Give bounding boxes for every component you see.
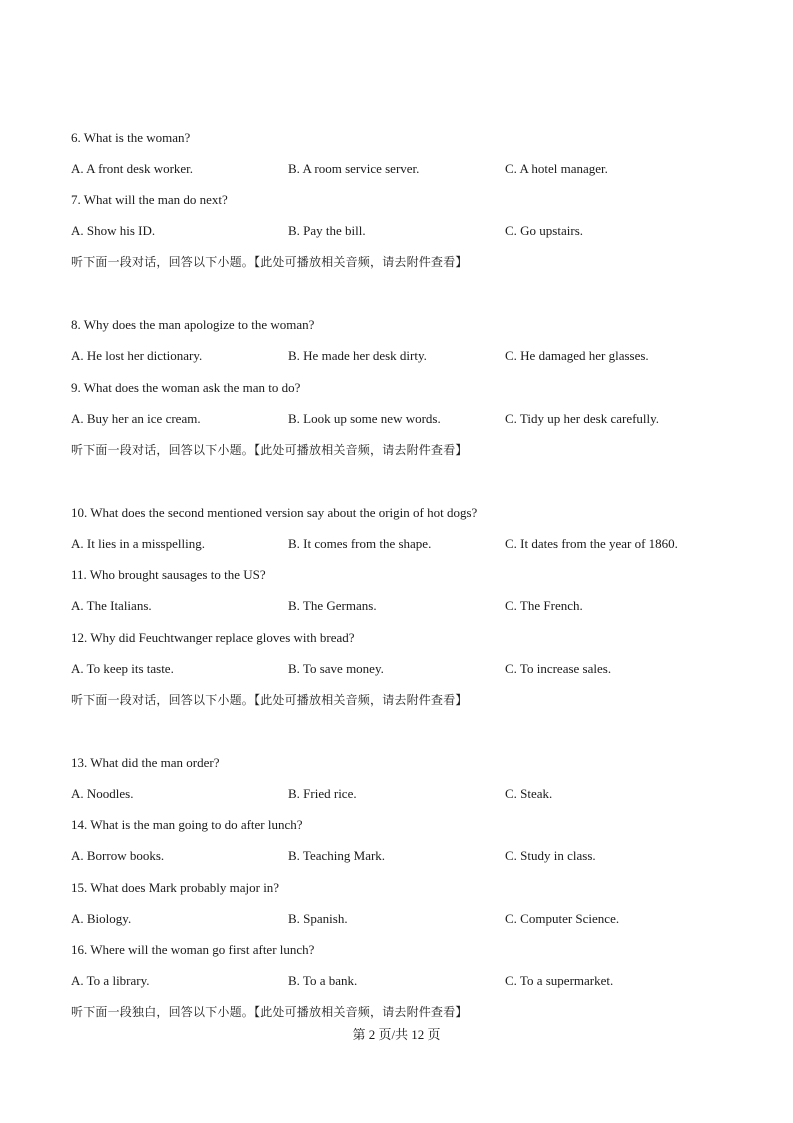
question-9: 9. What does the woman ask the man to do? xyxy=(71,380,301,395)
option-8c: C. He damaged her glasses. xyxy=(505,348,649,363)
option-9b: B. Look up some new words. xyxy=(288,411,441,426)
page-footer: 第 2 页/共 12 页 xyxy=(352,1027,441,1042)
option-16a: A. To a library. xyxy=(71,973,150,988)
question-12: 12. Why did Feuchtwanger replace gloves with bread? xyxy=(71,630,355,645)
question-14: 14. What is the man going to do after lunch? xyxy=(71,817,303,832)
option-8a: A. He lost her dictionary. xyxy=(71,348,203,363)
option-10b: B. It comes from the shape. xyxy=(288,536,432,551)
option-7a: A. Show his ID. xyxy=(71,223,156,238)
option-16b: B. To a bank. xyxy=(288,973,358,988)
option-7b: B. Pay the bill. xyxy=(288,223,366,238)
option-11a: A. The Italians. xyxy=(71,598,152,613)
option-8b: B. He made her desk dirty. xyxy=(288,348,427,363)
option-6a: A. A front desk worker. xyxy=(71,161,194,176)
instruction-monologue: 听下面一段独白，回答以下小题。【此处可播放相关音频，请去附件查看】 xyxy=(71,1005,468,1019)
option-13a: A. Noodles. xyxy=(71,786,134,801)
option-14b: B. Teaching Mark. xyxy=(288,848,386,863)
option-13b: B. Fried rice. xyxy=(288,786,357,801)
question-11: 11. Who brought sausages to the US? xyxy=(71,567,266,582)
option-6c: C. A hotel manager. xyxy=(505,161,608,176)
instruction-dialogue: 听下面一段对话，回答以下小题。【此处可播放相关音频，请去附件查看】 xyxy=(71,443,468,457)
option-12a: A. To keep its taste. xyxy=(71,661,174,676)
option-12b: B. To save money. xyxy=(288,661,384,676)
option-9a: A. Buy her an ice cream. xyxy=(71,411,201,426)
option-10a: A. It lies in a misspelling. xyxy=(71,536,205,551)
question-15: 15. What does Mark probably major in? xyxy=(71,880,280,895)
question-16: 16. Where will the woman go first after lunch? xyxy=(71,942,315,957)
option-10c: C. It dates from the year of 1860. xyxy=(505,536,678,551)
option-15b: B. Spanish. xyxy=(288,911,348,926)
option-15c: C. Computer Science. xyxy=(505,911,620,926)
option-7c: C. Go upstairs. xyxy=(505,223,583,238)
question-6: 6. What is the woman? xyxy=(71,130,191,145)
option-9c: C. Tidy up her desk carefully. xyxy=(505,411,660,426)
question-8: 8. Why does the man apologize to the woman? xyxy=(71,317,315,332)
option-16c: C. To a supermarket. xyxy=(505,973,614,988)
option-14c: C. Study in class. xyxy=(505,848,596,863)
option-15a: A. Biology. xyxy=(71,911,132,926)
option-11c: C. The French. xyxy=(505,598,583,613)
option-6b: B. A room service server. xyxy=(288,161,420,176)
option-14a: A. Borrow books. xyxy=(71,848,165,863)
option-11b: B. The Germans. xyxy=(288,598,377,613)
option-12c: C. To increase sales. xyxy=(505,661,612,676)
option-13c: C. Steak. xyxy=(505,786,553,801)
question-13: 13. What did the man order? xyxy=(71,755,220,770)
question-10: 10. What does the second mentioned version say about the origin of hot dogs? xyxy=(71,505,478,520)
instruction-dialogue: 听下面一段对话，回答以下小题。【此处可播放相关音频，请去附件查看】 xyxy=(71,255,468,269)
question-7: 7. What will the man do next? xyxy=(71,192,228,207)
instruction-dialogue: 听下面一段对话，回答以下小题。【此处可播放相关音频，请去附件查看】 xyxy=(71,693,468,707)
